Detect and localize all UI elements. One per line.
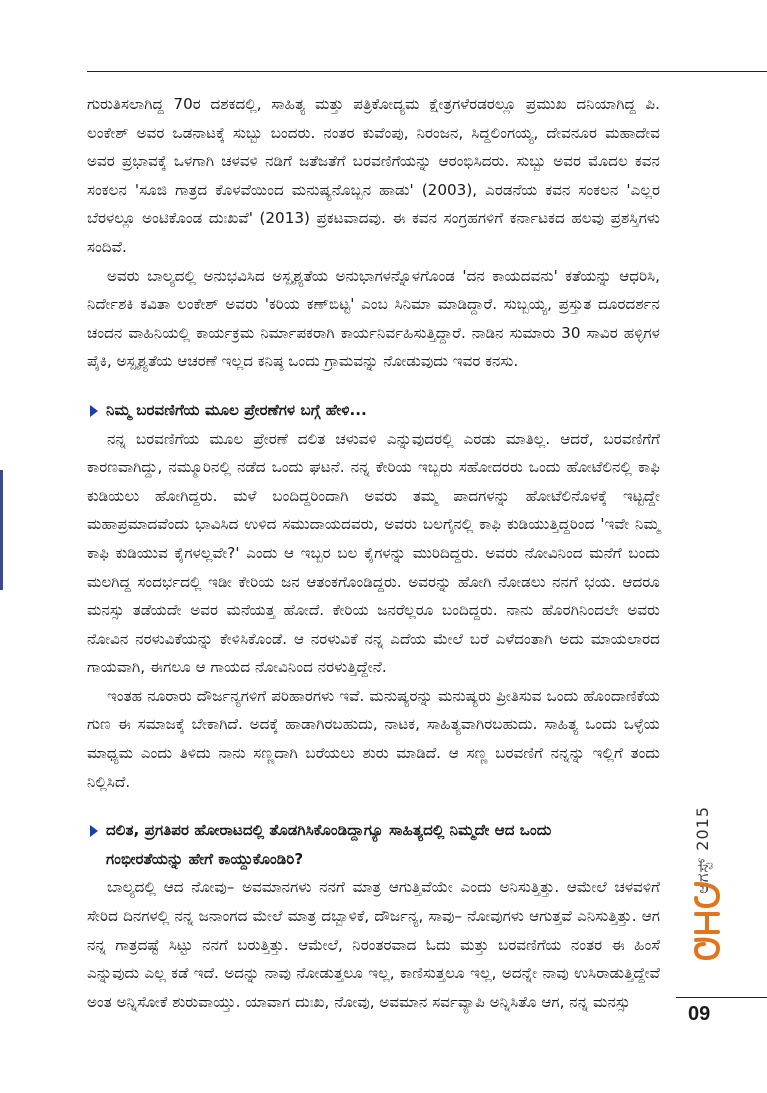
question-text: [106, 816, 660, 873]
page-number: 09: [688, 1003, 711, 1025]
issue-date: ಆಗಸ್ಟ್ 2015: [693, 806, 712, 894]
paragraph-answer-remedy: ಇಂತಹ ನೂರಾರು ದೌರ್ಜನ್ಯಗಳಿಗೆ ಪರಿಹಾರಗಳು ಇವೆ. ಮನುಷ್ಯರನ್ನು ಮನುಷ್ಯರು ಪ್ರೀತಿಸುವ ಒಂದು ಹೊಂದಾಣಿಕೆಯ ಗುಣ ಈ ಸಮಾಜಕ್ಕೆ ಬೇಕಾಗಿದೆ. ಅದಕ್ಕೆ ಹಾಡಾಗಿರಬಹುದು, ನಾಟಕ, ಸಾಹಿತ್ಯವಾಗಿರಬಹುದು. ಸಾಹಿತ್ಯ ಒಂದು ಒಳ್ಳೆಯ ಮಾಧ್ಯಮ ಎಂದು ತಿಳಿದು ನಾನು ಸಣ್ಣದಾಗಿ ಬರೆಯಲು ಶುರು ಮಾಡಿದೆ. ಆ ಸಣ್ಣ ಬರವಣಿಗೆ ನನ್ನನ್ನು ಇಲ್ಲಿಗೆ ತಂದು ನಿಲ್ಲಿಸಿದೆ.: [87, 686, 660, 791]
arrow-bullet-icon: [90, 825, 98, 837]
page-edge-strip: [0, 470, 3, 590]
paragraph-answer-origin: ನನ್ನ ಬರವಣಿಗೆಯ ಮೂಲ ಪ್ರೇರಣೆ ದಲಿತ ಚಳುವಳಿ ಎನ್ನುವುದರಲ್ಲಿ ಎರಡು ಮಾತಿಲ್ಲ. ಆದರೆ, ಬರವಣಿಗೆಗೆ ಕಾರಣವಾಗಿದ್ದು, ನಮ್ಮೂರಿನಲ್ಲಿ ನಡೆದ ಒಂದು ಘಟನೆ. ನನ್ನ ಕೇರಿಯ ಇಬ್ಬರು ಸಹೋದರರು ಒಂದು ಹೋಟೆಲಿನಲ್ಲಿ ಕಾಫಿ ಕುಡಿಯಲು ಹೋಗಿದ್ದರು. ಮಳೆ ಬಂದಿದ್ದರಿಂದಾಗಿ ಅವರು ತಮ್ಮ ಪಾದಗಳನ್ನು ಹೋಟೆಲಿನೊಳಕ್ಕೆ ಇಟ್ಟದ್ದೇ ಮಹಾಪ್ರಮಾದವೆಂದು ಭಾವಿಸಿದ ಉಳಿದ ಸಮುದಾಯದವರು, ಅವರು ಬಲಗೈನಲ್ಲಿ ಕಾಫಿ ಕುಡಿಯುತ್ತಿದ್ದರಿಂದ 'ಇವೇ ನಿಮ್ಮ ಕಾಫಿ ಕುಡಿಯುವ ಕೈಗಳಲ್ಲವೇ?' ಎಂದು ಆ ಇಬ್ಬರ ಬಲ ಕೈಗಳನ್ನು ಮುರಿದಿದ್ದರು. ಅವರು ನೋವಿನಿಂದ ಮನೆಗೆ ಬಂದು ಮಲಗಿದ್ದ ಸಂದರ್ಭದಲ್ಲಿ ಇಡೀ ಕೇರಿಯ ಜನ ಆತಂಕಗೊಂಡಿದ್ದರು. ಅವರನ್ನು ಹೋಗಿ ನೋಡಲು ನನಗೆ ಭಯ. ಆದರೂ ಮನಸ್ಸು ತಡೆಯದೇ ಅವರ ಮನೆಯತ್ತ ಹೋದೆ. ಕೇರಿಯ ಜನರೆಲ್ಲರೂ ಬಂದಿದ್ದರು. ನಾನು ಹೊರಗಿನಿಂದಲೇ ಅವರು ನೋವಿನ ನರಳುವಿಕೆಯನ್ನು ಕೇಳಿಸಿಕೊಂಡೆ. ಆ ನರಳುವಿಕೆ ನನ್ನ ಎದೆಯ ಮೇಲೆ ಬರೆ ಎಳೆದಂತಾಗಿ ಅದು ಮಾಯಲಾರದ ಗಾಯವಾಗಿ, ಈಗಲೂ ಆ ಗಾಯದ ನೋವಿನಿಂದ ನರಳುತ್ತಿದ್ದೇನೆ.: [87, 429, 660, 677]
question-inspiration: [87, 396, 660, 425]
magazine-name: ಮಯೂರ: [707, 959, 711, 960]
question-seriousness: [87, 816, 660, 873]
paragraph-intro: ಗುರುತಿಸಲಾಗಿದ್ದ 70ರ ದಶಕದಲ್ಲಿ, ಸಾಹಿತ್ಯ ಮತ್ತು ಪತ್ರಿಕೋದ್ಯಮ ಕ್ಷೇತ್ರಗಳೆರಡರಲ್ಲೂ ಪ್ರಮುಖ ದನಿಯಾಗಿದ್ದ ಪಿ. ಲಂಕೇಶ್ ಅವರ ಒಡನಾಟಕ್ಕೆ ಸುಬ್ಬು ಬಂದರು. ನಂತರ ಕುವೆಂಪು, ನಿರಂಜನ, ಸಿದ್ದಲಿಂಗಯ್ಯ, ದೇವನೂರ ಮಹಾದೇವ ಅವರ ಪ್ರಭಾವಕ್ಕೆ ಒಳಗಾಗಿ ಚಳವಳಿ ನಡಿಗೆ ಜತೆಜತೆಗೆ ಬರವಣಿಗೆಯನ್ನು ಆರಂಭಿಸಿದರು. ಸುಬ್ಬು ಅವರ ಮೊದಲ ಕವನ ಸಂಕಲನ 'ಸೂಜಿ ಗಾತ್ರದ ಕೊಳವೆಯಿಂದ ಮನುಷ್ಯನೊಬ್ಬನ ಹಾಡು' (2003), ಎರಡನೆಯ ಕವನ ಸಂಕಲನ 'ಎಲ್ಲರ ಬೆರಳಲ್ಲೂ ಅಂಟಿಕೊಂಡ ದುಃಖವೆ' (2013) ಪ್ರಕಟವಾದವು. ಈ ಕವನ ಸಂಗ್ರಹಗಳಿಗೆ ಕರ್ನಾಟಕದ ಹಲವು ಪ್ರಶಸ್ತಿಗಳು ಸಂದಿವೆ.: [87, 95, 660, 256]
header-rule: [87, 71, 767, 72]
article-body: [87, 90, 660, 1016]
arrow-bullet-icon: [90, 405, 98, 417]
paragraph-answer-pain: ಬಾಲ್ಯದಲ್ಲಿ ಆದ ನೋವು– ಅವಮಾನಗಳು ನನಗೆ ಮಾತ್ರ ಆಗುತ್ತಿವೆಯೇ ಎಂದು ಅನಿಸುತ್ತಿತ್ತು. ಆಮೇಲೆ ಚಳವಳಿಗೆ ಸೇರಿದ ದಿನಗಳಲ್ಲಿ ನನ್ನ ಜನಾಂಗದ ಮೇಲೆ ಮಾತ್ರ ದಬ್ಬಾಳಿಕೆ, ದೌರ್ಜನ್ಯ, ಸಾವು– ನೋವುಗಳು ಆಗುತ್ತವೆ ಎನಿಸುತ್ತಿತ್ತು. ಆಗ ನನ್ನ ಗಾತ್ರದಷ್ಟೆ ಸಿಟ್ಟು ನನಗೆ ಬರುತ್ತಿತ್ತು. ಆಮೇಲೆ, ನಿರಂತರವಾದ ಓದು ಮತ್ತು ಬರವಣಿಗೆಯ ನಂತರ ಈ ಹಿಂಸೆ ಎನ್ನುವುದು ಎಲ್ಲ ಕಡೆ ಇದೆ. ಅದನ್ನು ನಾವು ನೋಡುತ್ತಲೂ ಇಲ್ಲ, ಕಾಣಿಸುತ್ತಲೂ ಇಲ್ಲ, ಅದನ್ನೇ ನಾವು ಉಸಿರಾಡುತ್ತಿದ್ದೇವೆ ಅಂತ ಅನ್ನಿಸೋಕೆ ಶುರುವಾಯ್ತು. ಯಾವಾಗ ದುಃಖ, ನೋವು, ಅವಮಾನ ಸರ್ವವ್ಯಾಪಿ ಅನ್ನಿಸಿತೊ ಆಗ, ನನ್ನ ಮನಸ್ಸು: [87, 878, 660, 1011]
question-line-1: ದಲಿತ, ಪ್ರಗತಿಪರ ಹೋರಾಟದಲ್ಲಿ ತೊಡಗಿಸಿಕೊಂಡಿದ್ದಾಗ್ಯೂ ಸಾಹಿತ್ಯದಲ್ಲಿ ನಿಮ್ಮದೇ ಆದ ಒಂದು: [106, 821, 552, 840]
question-line-2: ಗಂಭೀರತೆಯನ್ನು ಹೇಗೆ ಕಾಯ್ದುಕೊಂಡಿರಿ?: [106, 849, 304, 868]
magazine-logo: [690, 880, 724, 960]
question-text: ನಿಮ್ಮ ಬರವಣಿಗೆಯ ಮೂಲ ಪ್ರೇರಣೆಗಳ ಬಗ್ಗೆ ಹೇಳಿ...: [106, 400, 367, 419]
footer-rule: [676, 997, 767, 998]
paragraph-film: ಅವರು ಬಾಲ್ಯದಲ್ಲಿ ಅನುಭವಿಸಿದ ಅಸ್ಪೃಶ್ಯತೆಯ ಅನುಭಾಗಳನ್ನೊಳಗೊಂಡ 'ದನ ಕಾಯದವನು' ಕತೆಯನ್ನು ಆಧರಿಸಿ, ನಿರ್ದೇಶಕಿ ಕವಿತಾ ಲಂಕೇಶ್ ಅವರು 'ಕರಿಯ ಕಣ್‌ಬಿಟ್ಟ' ಎಂಬ ಸಿನಿಮಾ ಮಾಡಿದ್ದಾರೆ. ಸುಬ್ಬಯ್ಯ, ಪ್ರಸ್ತುತ ದೂರದರ್ಶನ ಚಂದನ ವಾಹಿನಿಯಲ್ಲಿ ಕಾರ್ಯಕ್ರಮ ನಿರ್ಮಾಪಕರಾಗಿ ಕಾರ್ಯನಿರ್ವಹಿಸುತ್ತಿದ್ದಾರೆ. ನಾಡಿನ ಸುಮಾರು 30 ಸಾವಿರ ಹಳ್ಳಿಗಳ ಪೈಕಿ, ಅಸ್ಪೃಶ್ಯತೆಯ ಆಚರಣೆ ಇಲ್ಲದ ಕನಿಷ್ಠ ಒಂದು ಗ್ರಾಮವನ್ನು ನೋಡುವುದು ಇವರ ಕನಸು.: [87, 266, 660, 371]
